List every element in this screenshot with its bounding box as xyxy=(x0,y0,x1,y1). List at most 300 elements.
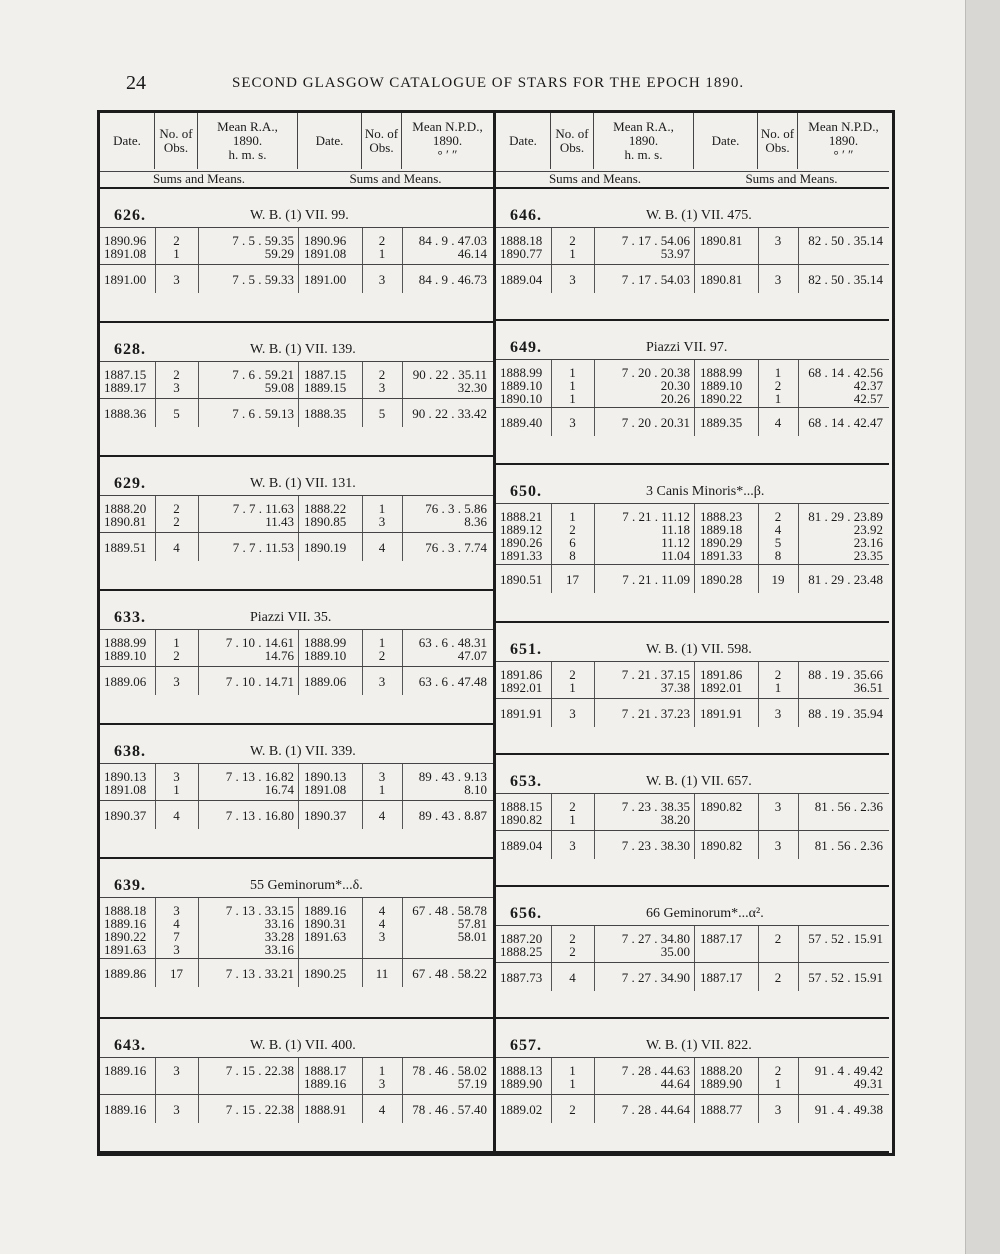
obs-count-ra: 5 xyxy=(173,406,180,421)
running-head xyxy=(0,70,965,98)
mean-ra-value: 59.08 xyxy=(264,380,294,395)
obs-count-ra: 1 xyxy=(173,635,180,650)
mean-npd-value: 90 . 22 . 35.11 xyxy=(412,367,487,382)
obs-date-npd: 1890.82 xyxy=(700,799,743,814)
star-entry xyxy=(496,755,889,887)
obs-date-npd: 1888.23 xyxy=(700,509,743,524)
observation-rows xyxy=(496,503,889,564)
obs-count-ra: 7 xyxy=(173,929,180,944)
sums-and-means-label: Sums and Means. xyxy=(694,171,889,185)
obs-count-ra: 2 xyxy=(569,233,576,248)
star-entry xyxy=(496,321,889,465)
header-mean-ra-line: Mean R.A., xyxy=(217,119,278,134)
obs-count-ra: 1 xyxy=(569,378,576,393)
column-rule xyxy=(298,1058,299,1094)
column-rule xyxy=(594,794,595,830)
star-number: 657. xyxy=(510,1037,542,1054)
header-mean-ra-line: Mean R.A., xyxy=(613,119,674,134)
obs-date-ra: 1888.36 xyxy=(104,406,147,421)
sums-and-means-row xyxy=(496,830,889,859)
sums-and-means-row xyxy=(100,666,493,695)
obs-count-ra: 4 xyxy=(173,808,180,823)
star-title xyxy=(496,321,889,359)
mean-npd-value: 42.57 xyxy=(853,391,883,406)
obs-count-ra: 2 xyxy=(569,799,576,814)
obs-date-npd: 1891.08 xyxy=(304,246,347,261)
obs-date-npd: 1890.81 xyxy=(700,272,743,287)
obs-count-ra: 1 xyxy=(569,246,576,261)
column-rule xyxy=(594,265,595,293)
star-title xyxy=(496,465,889,503)
column-rule xyxy=(594,408,595,436)
obs-date-ra: 1889.90 xyxy=(500,1076,543,1091)
column-rule xyxy=(298,1095,299,1123)
column-rule xyxy=(198,533,199,561)
mean-npd-value: 76 . 3 . 5.86 xyxy=(425,501,487,516)
sums-and-means-row xyxy=(496,1094,889,1123)
star-designation: W. B. (1) VII. 598. xyxy=(646,642,752,657)
star-entry xyxy=(100,1019,493,1153)
obs-date-npd: 1888.91 xyxy=(304,1102,347,1117)
column-rule xyxy=(298,533,299,561)
header-date xyxy=(100,113,155,169)
mean-npd-value: 82 . 50 . 35.14 xyxy=(808,233,883,248)
obs-count-npd: 4 xyxy=(378,903,386,918)
header-mean-npd xyxy=(798,113,889,169)
star-designation: W. B. (1) VII. 657. xyxy=(646,774,752,789)
mean-npd-value: 84 . 9 . 46.73 xyxy=(418,272,487,287)
mean-ra-value: 20.26 xyxy=(660,391,690,406)
obs-date-ra: 1891.33 xyxy=(500,548,543,563)
obs-date-ra: 1891.63 xyxy=(104,942,147,957)
column-rule xyxy=(298,228,299,264)
mean-ra-value: 11.04 xyxy=(661,548,690,563)
mean-npd-value: 23.16 xyxy=(853,535,883,550)
mean-ra-value: 11.18 xyxy=(661,522,690,537)
obs-count-ra: 2 xyxy=(173,367,180,382)
star-title xyxy=(496,755,889,793)
obs-date-ra: 1891.08 xyxy=(104,782,147,797)
column-rule xyxy=(594,926,595,962)
mean-npd-value: 49.31 xyxy=(853,1076,883,1091)
obs-count-ra: 2 xyxy=(173,233,180,248)
obs-count-ra: 3 xyxy=(173,272,180,287)
mean-npd-value: 90 . 22 . 33.42 xyxy=(412,406,487,421)
star-entry xyxy=(100,591,493,725)
mean-npd-value: 67 . 48 . 58.78 xyxy=(412,903,487,918)
mean-ra-value: 7 . 5 . 59.35 xyxy=(232,233,294,248)
mean-npd-value: 78 . 46 . 57.40 xyxy=(412,1102,487,1117)
mean-ra-value: 16.74 xyxy=(264,782,294,797)
obs-date-npd: 1890.22 xyxy=(700,391,743,406)
obs-count-ra: 2 xyxy=(173,501,180,516)
observation-rows xyxy=(100,1057,493,1094)
obs-date-ra: 1891.08 xyxy=(104,246,147,261)
header-no-obs-line: No. of xyxy=(555,126,589,141)
obs-date-npd: 1890.96 xyxy=(304,233,347,248)
column-rule xyxy=(694,265,695,293)
header-date xyxy=(496,113,551,169)
header-mean-npd xyxy=(402,113,493,169)
star-designation: 66 Geminorum*...α². xyxy=(646,906,764,921)
mean-ra-value: 7 . 21 . 37.23 xyxy=(621,706,690,721)
obs-date-ra: 1890.37 xyxy=(104,808,147,823)
header-mean-ra-line: h. m. s. xyxy=(624,147,663,162)
header-mean-ra-line: h. m. s. xyxy=(228,147,267,162)
obs-count-npd: 2 xyxy=(378,233,386,248)
star-designation: W. B. (1) VII. 339. xyxy=(250,744,356,759)
obs-date-npd: 1889.16 xyxy=(304,1076,347,1091)
star-entry xyxy=(100,457,493,591)
star-entry xyxy=(496,1019,889,1153)
column-rule xyxy=(198,228,199,264)
mean-npd-value: 81 . 56 . 2.36 xyxy=(814,799,883,814)
header-mean-ra xyxy=(594,113,694,169)
column-rule xyxy=(594,228,595,264)
column-rule xyxy=(298,630,299,666)
obs-date-npd: 1891.63 xyxy=(304,929,347,944)
obs-count-ra: 3 xyxy=(173,769,180,784)
sums-and-means-label: Sums and Means. xyxy=(100,171,298,185)
star-number: 650. xyxy=(510,483,542,500)
obs-count-npd: 2 xyxy=(774,667,782,682)
column-rule xyxy=(594,1058,595,1094)
star-designation: W. B. (1) VII. 99. xyxy=(250,208,349,223)
mean-npd-value: 57 . 52 . 15.91 xyxy=(808,931,883,946)
star-designation: 55 Geminorum*...δ. xyxy=(250,878,363,893)
obs-date-ra: 1890.26 xyxy=(500,535,543,550)
mean-ra-value: 33.28 xyxy=(264,929,294,944)
mean-ra-value: 59.29 xyxy=(264,246,294,261)
observation-rows xyxy=(100,629,493,666)
header-date xyxy=(298,113,362,169)
star-title xyxy=(100,859,493,897)
mean-ra-value: 7 . 5 . 59.33 xyxy=(232,272,294,287)
obs-date-ra: 1890.13 xyxy=(104,769,147,784)
header-no-obs-line: No. of xyxy=(760,126,795,141)
obs-date-ra: 1888.13 xyxy=(500,1063,543,1078)
mean-ra-value: 33.16 xyxy=(264,942,294,957)
star-entry xyxy=(100,189,493,323)
obs-date-ra: 1888.18 xyxy=(500,233,543,248)
obs-date-ra: 1890.81 xyxy=(104,514,147,529)
star-number: 653. xyxy=(510,773,542,790)
mean-npd-value: 67 . 48 . 58.22 xyxy=(412,966,487,981)
observation-rows xyxy=(496,1057,889,1094)
mean-npd-value: 32.30 xyxy=(457,380,487,395)
mean-ra-value: 7 . 23 . 38.30 xyxy=(621,838,690,853)
obs-date-ra: 1889.16 xyxy=(104,1102,147,1117)
obs-date-ra: 1888.15 xyxy=(500,799,543,814)
sums-and-means-row xyxy=(100,1094,493,1123)
observation-rows xyxy=(100,361,493,398)
sums-and-means-row xyxy=(100,398,493,427)
obs-date-npd: 1890.19 xyxy=(304,540,347,555)
obs-count-ra: 2 xyxy=(569,931,576,946)
mean-ra-value: 7 . 13 . 16.80 xyxy=(225,808,294,823)
mean-npd-value: 57 . 52 . 15.91 xyxy=(808,970,883,985)
obs-count-npd: 1 xyxy=(378,246,386,261)
header-mean-npd-line: ° ′ ″ xyxy=(833,147,854,162)
header-mean-ra-line: 1890. xyxy=(232,133,263,148)
header-date xyxy=(694,113,758,169)
star-number: 629. xyxy=(114,475,146,492)
obs-date-ra: 1888.20 xyxy=(104,501,147,516)
mean-npd-value: 58.01 xyxy=(457,929,487,944)
obs-count-npd: 1 xyxy=(774,680,782,695)
star-number: 643. xyxy=(114,1037,146,1054)
mean-npd-value: 78 . 46 . 58.02 xyxy=(412,1063,487,1078)
obs-count-ra: 2 xyxy=(173,648,180,663)
obs-date-npd: 1887.17 xyxy=(700,931,743,946)
obs-date-ra: 1888.18 xyxy=(104,903,147,918)
obs-date-npd: 1889.18 xyxy=(700,522,743,537)
obs-count-ra: 1 xyxy=(569,365,576,380)
obs-count-ra: 2 xyxy=(173,514,180,529)
mean-npd-value: 23.35 xyxy=(853,548,883,563)
star-designation: Piazzi VII. 35. xyxy=(250,610,332,625)
obs-count-ra: 6 xyxy=(569,535,576,550)
column-rule xyxy=(694,504,695,564)
obs-date-ra: 1889.12 xyxy=(500,522,543,537)
mean-ra-value: 33.16 xyxy=(264,916,294,931)
obs-date-ra: 1889.04 xyxy=(500,272,543,287)
star-designation: W. B. (1) VII. 475. xyxy=(646,208,752,223)
obs-date-ra: 1890.77 xyxy=(500,246,543,261)
column-rule xyxy=(198,959,199,987)
star-designation: W. B. (1) VII. 822. xyxy=(646,1038,752,1053)
obs-count-npd: 1 xyxy=(774,365,782,380)
obs-count-ra: 3 xyxy=(173,1102,180,1117)
star-number: 628. xyxy=(114,341,146,358)
sums-and-means-row xyxy=(100,532,493,561)
column-rule xyxy=(198,764,199,800)
obs-date-npd: 1891.33 xyxy=(700,548,743,563)
star-title xyxy=(100,323,493,361)
mean-ra-value: 7 . 28 . 44.63 xyxy=(621,1063,690,1078)
star-entry xyxy=(100,323,493,457)
observation-rows xyxy=(100,495,493,532)
star-number: 651. xyxy=(510,641,542,658)
star-entry xyxy=(496,465,889,623)
obs-date-npd: 1887.15 xyxy=(304,367,347,382)
obs-count-npd: 1 xyxy=(378,782,386,797)
header-mean-npd-line: Mean N.P.D., xyxy=(412,119,483,134)
obs-count-ra: 17 xyxy=(170,966,183,981)
sums-and-means-label: Sums and Means. xyxy=(298,171,493,185)
mean-ra-value: 20.30 xyxy=(660,378,690,393)
mean-npd-value: 46.14 xyxy=(457,246,487,261)
mean-ra-value: 7 . 27 . 34.90 xyxy=(621,970,690,985)
obs-count-ra: 3 xyxy=(569,415,576,430)
column-rule xyxy=(594,1095,595,1123)
mean-ra-value: 35.00 xyxy=(660,944,690,959)
star-title xyxy=(496,887,889,925)
mean-npd-value: 47.07 xyxy=(457,648,487,663)
obs-date-npd: 1890.13 xyxy=(304,769,347,784)
mean-ra-value: 53.97 xyxy=(660,246,690,261)
obs-count-npd: 11 xyxy=(375,966,389,981)
mean-ra-value: 44.64 xyxy=(660,1076,690,1091)
mean-npd-value: 91 . 4 . 49.42 xyxy=(814,1063,883,1078)
column-rule xyxy=(198,801,199,829)
star-number: 626. xyxy=(114,207,146,224)
header-mean-npd-line: 1890. xyxy=(432,133,463,148)
obs-count-npd: 2 xyxy=(774,931,782,946)
mean-ra-value: 7 . 10 . 14.61 xyxy=(225,635,294,650)
obs-count-ra: 3 xyxy=(173,942,180,957)
column-rule xyxy=(694,926,695,962)
observation-rows xyxy=(496,925,889,962)
mean-npd-value: 91 . 4 . 49.38 xyxy=(814,1102,883,1117)
obs-date-npd: 1888.99 xyxy=(700,365,743,380)
obs-count-ra: 4 xyxy=(173,916,180,931)
header-no-obs-line: No. of xyxy=(364,126,399,141)
obs-date-ra: 1888.21 xyxy=(500,509,543,524)
obs-count-ra: 1 xyxy=(569,391,576,406)
obs-count-npd: 5 xyxy=(378,406,386,421)
header-mean-ra-line: 1890. xyxy=(628,133,659,148)
column-rule xyxy=(694,408,695,436)
obs-date-ra: 1891.91 xyxy=(500,706,543,721)
obs-count-npd: 4 xyxy=(774,522,782,537)
observation-rows xyxy=(100,763,493,800)
mean-npd-value: 81 . 29 . 23.48 xyxy=(808,572,883,587)
star-title xyxy=(496,623,889,661)
star-entry xyxy=(496,623,889,755)
obs-count-ra: 1 xyxy=(569,1076,576,1091)
mean-npd-value: 76 . 3 . 7.74 xyxy=(425,540,487,555)
obs-date-npd: 1890.37 xyxy=(304,808,347,823)
obs-date-ra: 1889.51 xyxy=(104,540,147,555)
column-rule xyxy=(298,667,299,695)
obs-date-npd: 1889.06 xyxy=(304,674,347,689)
header-no-obs xyxy=(362,113,402,169)
star-title xyxy=(100,1019,493,1057)
obs-count-npd: 2 xyxy=(774,1063,782,1078)
header-no-obs-line: Obs. xyxy=(369,140,394,155)
obs-count-npd: 4 xyxy=(378,540,386,555)
obs-count-ra: 1 xyxy=(569,680,576,695)
page-gutter xyxy=(965,0,1000,1254)
column-rule xyxy=(694,1058,695,1094)
column-rule xyxy=(694,963,695,991)
column-header xyxy=(496,113,889,189)
column-rule xyxy=(694,662,695,698)
header-mean-npd-line: ° ′ ″ xyxy=(437,147,458,162)
obs-date-ra: 1890.82 xyxy=(500,812,543,827)
obs-count-ra: 8 xyxy=(569,548,576,563)
star-entry xyxy=(496,887,889,1019)
header-no-obs xyxy=(758,113,798,169)
obs-date-ra: 1890.51 xyxy=(500,572,543,587)
column-rule xyxy=(298,764,299,800)
column-rule xyxy=(198,496,199,532)
mean-ra-value: 7 . 13 . 33.15 xyxy=(225,903,294,918)
obs-date-ra: 1890.22 xyxy=(104,929,147,944)
obs-count-ra: 1 xyxy=(569,509,576,524)
column-rule xyxy=(694,565,695,593)
obs-count-ra: 1 xyxy=(569,812,576,827)
star-designation: W. B. (1) VII. 131. xyxy=(250,476,356,491)
entry-separator xyxy=(100,1151,493,1153)
obs-date-npd: 1888.17 xyxy=(304,1063,347,1078)
mean-npd-value: 68 . 14 . 42.56 xyxy=(808,365,883,380)
obs-date-ra: 1889.40 xyxy=(500,415,543,430)
obs-count-npd: 3 xyxy=(774,1102,782,1117)
observation-rows xyxy=(496,359,889,407)
obs-date-ra: 1889.04 xyxy=(500,838,543,853)
obs-date-npd: 1890.25 xyxy=(304,966,347,981)
column-rule xyxy=(694,794,695,830)
mean-ra-value: 7 . 7 . 11.63 xyxy=(232,501,294,516)
mean-ra-value: 7 . 15 . 22.38 xyxy=(225,1063,294,1078)
column-rule xyxy=(298,362,299,398)
header-date-line: Date. xyxy=(315,133,344,148)
obs-date-npd: 1889.15 xyxy=(304,380,347,395)
obs-date-ra: 1889.02 xyxy=(500,1102,543,1117)
obs-date-ra: 1891.00 xyxy=(104,272,147,287)
obs-date-ra: 1888.99 xyxy=(500,365,543,380)
header-mean-npd-line: Mean N.P.D., xyxy=(808,119,879,134)
column-rule xyxy=(594,699,595,727)
obs-date-ra: 1892.01 xyxy=(500,680,543,695)
obs-count-ra: 2 xyxy=(569,522,576,537)
sums-and-means-label: Sums and Means. xyxy=(496,171,694,185)
obs-count-npd: 3 xyxy=(378,272,386,287)
obs-date-ra: 1889.16 xyxy=(104,916,147,931)
obs-date-npd: 1888.77 xyxy=(700,1102,743,1117)
mean-npd-value: 88 . 19 . 35.94 xyxy=(808,706,883,721)
mean-ra-value: 7 . 15 . 22.38 xyxy=(225,1102,294,1117)
obs-count-ra: 1 xyxy=(569,1063,576,1078)
mean-ra-value: 7 . 7 . 11.53 xyxy=(232,540,294,555)
column-rule xyxy=(594,504,595,564)
mean-npd-value: 88 . 19 . 35.66 xyxy=(808,667,883,682)
column-rule xyxy=(298,801,299,829)
column-header xyxy=(100,113,493,189)
obs-count-npd: 4 xyxy=(774,415,782,430)
obs-date-npd: 1887.17 xyxy=(700,970,743,985)
obs-count-npd: 3 xyxy=(378,380,386,395)
obs-date-npd: 1891.86 xyxy=(700,667,743,682)
observation-rows xyxy=(100,227,493,264)
star-number: 638. xyxy=(114,743,146,760)
header-date-line: Date. xyxy=(711,133,740,148)
sums-and-means-row xyxy=(100,958,493,987)
star-designation: W. B. (1) VII. 400. xyxy=(250,1038,356,1053)
column-rule xyxy=(594,360,595,407)
obs-date-ra: 1888.25 xyxy=(500,944,543,959)
sums-and-means-row xyxy=(496,698,889,727)
obs-count-npd: 4 xyxy=(378,808,386,823)
mean-npd-value: 8.10 xyxy=(464,782,487,797)
obs-date-npd: 1889.10 xyxy=(700,378,743,393)
star-title xyxy=(496,1019,889,1057)
obs-count-ra: 3 xyxy=(173,1063,180,1078)
mean-ra-value: 7 . 21 . 37.15 xyxy=(621,667,690,682)
right-column xyxy=(496,113,889,1153)
mean-ra-value: 7 . 6 . 59.13 xyxy=(232,406,294,421)
star-title xyxy=(100,725,493,763)
column-rule xyxy=(198,667,199,695)
obs-count-ra: 3 xyxy=(569,706,576,721)
column-rule xyxy=(694,699,695,727)
obs-date-ra: 1890.96 xyxy=(104,233,147,248)
obs-count-ra: 3 xyxy=(173,903,180,918)
obs-date-ra: 1887.73 xyxy=(500,970,543,985)
obs-date-npd: 1890.29 xyxy=(700,535,743,550)
